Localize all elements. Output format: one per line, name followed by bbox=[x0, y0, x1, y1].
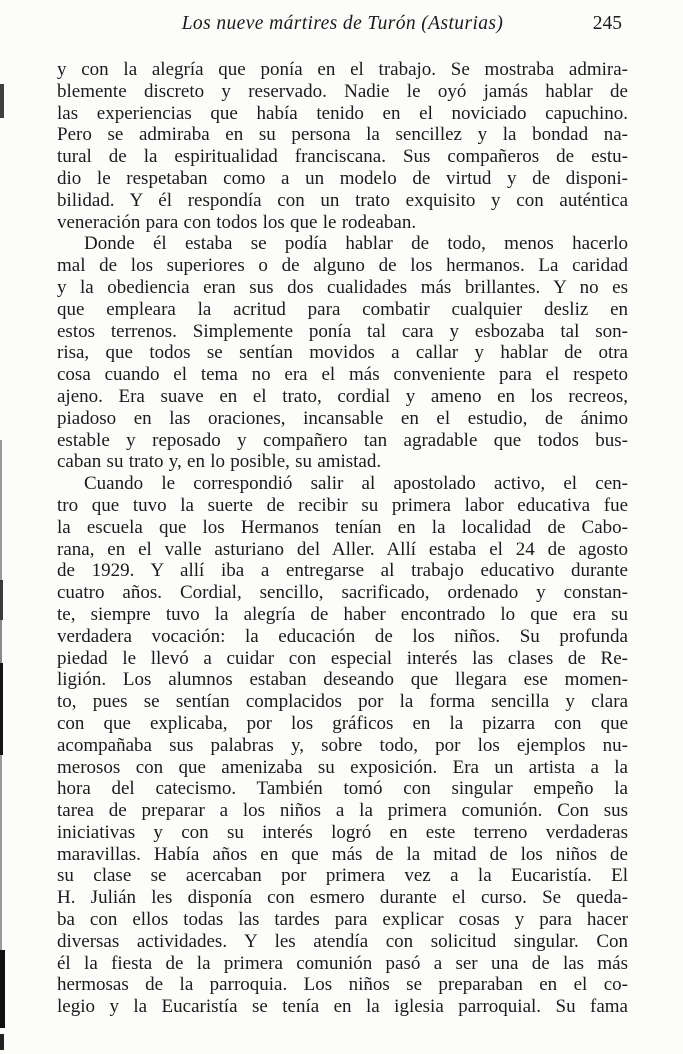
scan-artifact bbox=[0, 663, 3, 755]
text-line: de 1929. Y allí iba a entregarse al trabajo educativo durante bbox=[57, 560, 628, 582]
text-line: rana, en el valle asturiano del Aller. Allí estaba el 24 de agosto bbox=[57, 538, 628, 560]
text-line: veneración para con todos los que le rodeaban. bbox=[57, 211, 417, 233]
text-line: bilidad. Y él respondía con un trato exquisito y con auténtica bbox=[57, 189, 628, 211]
text-line: te, siempre tuvo la alegría de haber encontrado lo que era su bbox=[57, 603, 628, 625]
text-line: Cuando le correspondió salir al apostolado activo, el cen- bbox=[84, 473, 628, 495]
text-line: ajeno. Era suave en el trato, cordial y ameno en los recreos, bbox=[57, 385, 628, 407]
text-line: verdadera vocación: la educación de los niños. Su profunda bbox=[57, 625, 628, 647]
text-line: y la obediencia eran sus dos cualidades más brillantes. Y no es bbox=[57, 276, 628, 298]
text-line: cosa cuando el tema no era el más conveniente para el respeto bbox=[57, 364, 628, 386]
text-line: blemente discreto y reservado. Nadie le oyó jamás hablar de bbox=[57, 80, 628, 102]
text-line: ba con ellos todas las tardes para explicar cosas y para hacer bbox=[57, 909, 628, 931]
scan-artifact bbox=[0, 950, 5, 1028]
text-line: dio le respetaban como a un modelo de virtud y de disponi- bbox=[57, 167, 628, 189]
text-line: la escuela que los Hermanos tenían en la localidad de Cabo- bbox=[57, 516, 628, 538]
text-line: hermosas de la parroquia. Los niños se preparaban en el co- bbox=[57, 974, 628, 996]
text-line: y con la alegría que ponía en el trabajo. Se mostraba admira- bbox=[57, 59, 628, 80]
page-number: 245 bbox=[592, 13, 622, 34]
scan-artifact bbox=[0, 620, 2, 663]
text-line: diversas actividades. Y les atendía con solicitud singular. Con bbox=[57, 930, 628, 952]
text-line: piedad le llevó a cuidar con especial interés las clases de Re- bbox=[57, 647, 628, 669]
text-line: Pero se admiraba en su persona la sencillez y la bondad na- bbox=[57, 124, 628, 146]
text-line: ligión. Los alumnos estaban deseando que llegara ese momen- bbox=[57, 669, 628, 691]
text-line: tro que tuvo la suerte de recibir su primera labor educativa fue bbox=[57, 494, 628, 516]
scan-artifact bbox=[0, 1034, 4, 1050]
text-line: cuatro años. Cordial, sencillo, sacrificado, ordenado y constan- bbox=[57, 582, 628, 604]
body-text bbox=[57, 59, 628, 1018]
text-line: merosos con que amenizaba su exposición. Era un artista a la bbox=[57, 756, 628, 778]
text-line: risa, que todos se sentían movidos a callar y hablar de otra bbox=[57, 342, 628, 364]
text-line: maravillas. Había años en que más de la mitad de los niños de bbox=[57, 843, 628, 865]
text-line: acompañaba sus palabras y, sobre todo, por los ejemplos nu- bbox=[57, 734, 628, 756]
text-line: que empleara la acritud para combatir cualquier desliz en bbox=[57, 298, 628, 320]
text-line: con que explicaba, por los gráficos en la pizarra con que bbox=[57, 712, 628, 734]
scan-artifact bbox=[0, 440, 2, 580]
scan-artifact bbox=[0, 84, 4, 118]
text-line: las experiencias que había tenido en el noviciado capuchino. bbox=[57, 102, 628, 124]
text-line: estos terrenos. Simplemente ponía tal cara y esbozaba tal son- bbox=[57, 320, 628, 342]
text-line: iniciativas y con su interés logró en este terreno verdaderas bbox=[57, 821, 628, 843]
scan-artifact bbox=[0, 755, 2, 950]
scan-artifact bbox=[0, 580, 3, 620]
text-line: tural de la espiritualidad franciscana. Sus compañeros de estu- bbox=[57, 146, 628, 168]
text-line: estable y reposado y compañero tan agradable que todos bus- bbox=[57, 429, 628, 451]
text-line: hora del catecismo. También tomó con singular empeño la bbox=[57, 778, 628, 800]
text-line: él la fiesta de la primera comunión pasó a ser una de las más bbox=[57, 952, 628, 974]
text-line: H. Julián les disponía con esmero durante el curso. Se queda- bbox=[57, 887, 628, 909]
text-line: Donde él estaba se podía hablar de todo, menos hacerlo bbox=[84, 233, 628, 255]
page-header bbox=[57, 13, 628, 39]
text-line: mal de los superiores o de alguno de los hermanos. La caridad bbox=[57, 255, 628, 277]
running-title: Los nueve mártires de Turón (Asturias) bbox=[181, 13, 504, 34]
text-line: caban su trato y, en lo posible, su amistad. bbox=[57, 451, 382, 473]
text-line: piadoso en las oraciones, incansable en el estudio, de ánimo bbox=[57, 407, 628, 429]
text-line: tarea de preparar a los niños a la primera comunión. Con sus bbox=[57, 800, 628, 822]
text-line: su clase se acercaban por primera vez a la Eucaristía. El bbox=[57, 865, 628, 887]
text-line: to, pues se sentían complacidos por la forma sencilla y clara bbox=[57, 691, 628, 713]
text-line: legio y la Eucaristía se tenía en la iglesia parroquial. Su fama bbox=[57, 996, 628, 1018]
